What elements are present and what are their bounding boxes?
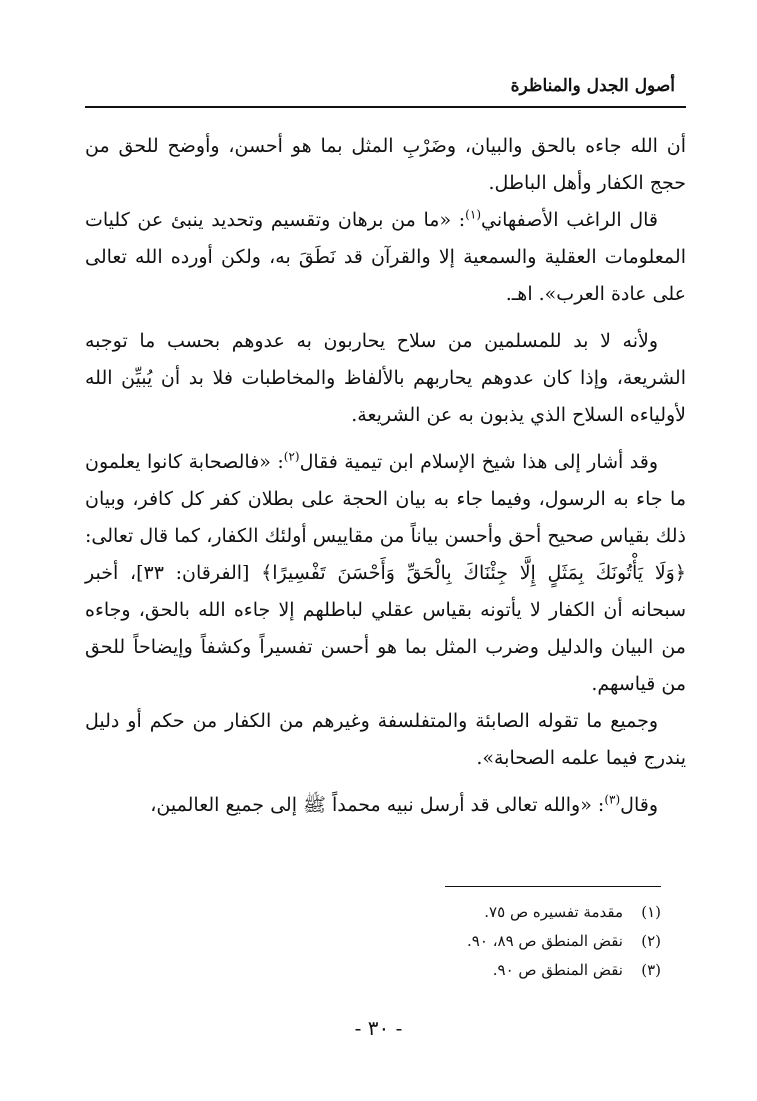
page-number: - ٣٠ - — [354, 1016, 403, 1040]
footnote-item — [241, 956, 661, 985]
footnote-text: نقض المنطق ص ٩٠. — [492, 961, 623, 979]
paragraph-4-lead: وقد أشار إلى هذا شيخ الإسلام ابن تيمية فقال — [299, 451, 658, 473]
paragraph-2-lead: قال الراغب الأصفهاني — [481, 209, 659, 231]
footnote-item — [241, 898, 661, 927]
running-header-title: أصول الجدل والمناظرة — [510, 76, 675, 96]
footnote-ref-1: (١) — [465, 207, 481, 222]
footnote-item — [241, 927, 661, 956]
footnote-text: نقض المنطق ص ٨٩، ٩٠. — [467, 932, 623, 950]
paragraph-5: وجميع ما تقوله الصابئة والمتفلسفة وغيرهم من الكفار من حكم أو دليل يندرج فيما علمه الصحابة». — [85, 710, 686, 769]
footnote-number: (٣) — [641, 961, 661, 979]
paragraph-4-quote: : «فالصحابة كانوا يعلمون ما جاء به الرسول، وفيما جاء به بيان الحجة على بطلان كفر كل كافر، وبيان ذلك بقياس صحيح أحق وأحسن بياناً من مقاييس أولئك الكفار، كما قال تعالى: ﴿وَلَا يَأْتُونَكَ بِمَثَلٍ إِلَّا جِئْنَاكَ بِالْحَقِّ وَأَحْسَنَ تَفْسِيرًا﴾ [الفرقان: ٣٣]، أخبر سبحانه أن الكفار لا يأتونه بقياس عقلي لباطلهم إلا جاءه الله بالحق، وجاءه من البيان والدليل وضرب المثل بما هو أحسن تفسيراً وكشفاً وإيضاحاً للحق من قياسهم. — [85, 451, 686, 695]
footnote-text: مقدمة تفسيره ص ٧٥. — [484, 903, 623, 921]
paragraph-6-lead: وقال — [620, 794, 658, 816]
footnote-ref-3: (٣) — [604, 792, 621, 807]
paragraph-6 — [85, 787, 686, 824]
paragraph-2-quote: : «ما من برهان وتقسيم وتحديد ينبئ عن كليات المعلومات العقلية والسمعية إلا والقرآن قد نَطَقَ به، ولكن أورده الله تعالى على عادة العرب». اهـ. — [85, 209, 686, 305]
paragraph-6-quote: : «والله تعالى قد أرسل نبيه محمداً ﷺ إلى جميع العالمين، — [150, 794, 605, 816]
paragraph-1: أن الله جاءه بالحق والبيان، وضَرْبِ المثل بما هو أحسن، وأوضح للحق من حجج الكفار وأهل الباطل. — [85, 135, 686, 194]
footnote-ref-2: (٢) — [283, 449, 300, 464]
footnote-divider — [445, 886, 661, 887]
paragraph-2 — [85, 202, 686, 313]
header-divider — [85, 106, 686, 108]
main-text — [85, 128, 686, 824]
footnotes — [241, 898, 661, 985]
paragraph-3: ولأنه لا بد للمسلمين من سلاح يحاربون به عدوهم بحسب ما توجبه الشريعة، وإذا كان عدوهم يحاربهم بالألفاظ والمخاطبات فلا بد أن يُبيِّن الله لأولياءه السلاح الذي يذبون به عن الشريعة. — [85, 330, 686, 426]
footnote-number: (١) — [641, 903, 661, 921]
paragraph-4 — [85, 444, 686, 703]
footnote-number: (٢) — [641, 932, 661, 950]
